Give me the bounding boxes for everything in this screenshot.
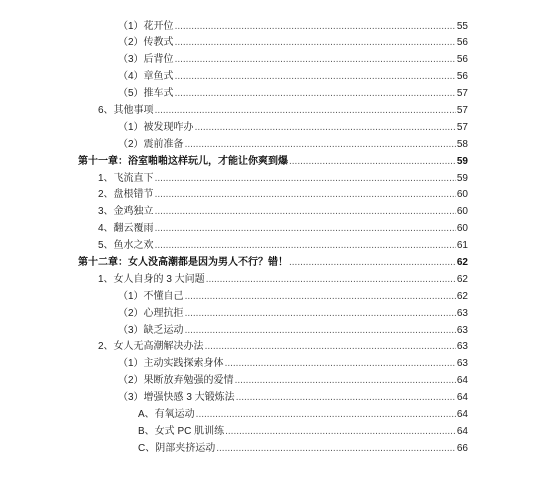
toc-section-entry[interactable] [98, 204, 468, 221]
toc-entry-page: 55 [456, 20, 468, 32]
toc-entry-title: C、阴部夹挤运动 [138, 442, 216, 454]
toc-entry[interactable] [118, 69, 468, 86]
toc-entry-title: 4、翻云覆雨 [98, 223, 154, 235]
toc-entry[interactable] [118, 390, 468, 407]
toc-entry-page: 63 [456, 307, 468, 319]
dot-leader [184, 306, 456, 323]
toc-chapter-entry[interactable] [78, 255, 468, 272]
toc-entry-title: （1）花开位 [118, 20, 174, 32]
toc-chapter-title: 第十二章：女人没高潮都是因为男人不行？错！ [78, 256, 288, 268]
toc-entry-page: 56 [456, 37, 468, 49]
toc-entry[interactable] [118, 306, 468, 323]
toc-entry-page: 63 [456, 341, 468, 353]
toc-entry-title: （2）传教式 [118, 37, 174, 49]
toc-entry-page: 63 [456, 324, 468, 336]
dot-leader [154, 204, 456, 221]
toc-entry-title: （1）主动实践探索身体 [118, 358, 224, 370]
toc-chapter-title: 第十一章：浴室啪啪这样玩儿，才能让你爽到爆 [78, 155, 288, 167]
dot-leader [204, 339, 456, 356]
toc-entry-page: 60 [456, 189, 468, 201]
dot-leader [174, 52, 456, 69]
toc-entry-title: 6、其他事项 [98, 104, 154, 116]
dot-leader [194, 120, 456, 137]
toc-entry[interactable] [118, 52, 468, 69]
dot-leader [174, 35, 456, 52]
toc-entry-title: （3）缺乏运动 [118, 324, 184, 336]
table-of-contents [0, 19, 548, 458]
toc-entry-page: 64 [456, 425, 468, 437]
toc-entry[interactable] [118, 35, 468, 52]
dot-leader [205, 272, 456, 289]
dot-leader [288, 154, 456, 171]
toc-entry[interactable] [118, 356, 468, 373]
toc-entry[interactable] [118, 137, 468, 154]
toc-section-entry[interactable] [98, 103, 468, 120]
dot-leader [154, 187, 456, 204]
dot-leader [234, 373, 456, 390]
toc-entry-page: 64 [456, 375, 468, 387]
toc-entry-page: 62 [456, 256, 468, 268]
toc-subitem-entry[interactable] [138, 407, 468, 424]
dot-leader [288, 255, 456, 272]
dot-leader [235, 390, 456, 407]
toc-entry-page: 66 [456, 442, 468, 454]
dot-leader [174, 19, 456, 36]
toc-entry[interactable] [118, 373, 468, 390]
toc-section-entry[interactable] [98, 171, 468, 188]
toc-entry[interactable] [118, 323, 468, 340]
toc-entry-page: 59 [456, 172, 468, 184]
dot-leader [154, 103, 456, 120]
toc-entry-title: 1、飞流直下 [98, 172, 154, 184]
dot-leader [154, 171, 456, 188]
toc-entry-page: 57 [456, 88, 468, 100]
toc-entry-page: 64 [456, 392, 468, 404]
toc-entry-title: （2）震前准备 [118, 138, 184, 150]
dot-leader [154, 221, 456, 238]
toc-entry-page: 64 [456, 408, 468, 420]
dot-leader [195, 407, 456, 424]
toc-entry-page: 57 [456, 104, 468, 116]
toc-entry-title: （1）被发现咋办 [118, 121, 194, 133]
toc-entry-title: 3、金鸡独立 [98, 206, 154, 218]
toc-entry-page: 58 [456, 138, 468, 150]
toc-section-entry[interactable] [98, 272, 468, 289]
toc-entry-title: 1、女人自身的 3 大问题 [98, 273, 205, 285]
toc-entry-page: 56 [456, 54, 468, 66]
toc-entry-title: （1）不懂自己 [118, 290, 184, 302]
toc-entry-title: （3）增强快感 3 大锻炼法 [118, 392, 235, 404]
toc-entry-title: 2、盘根错节 [98, 189, 154, 201]
toc-entry-title: B、女式 PC 肌训练 [138, 425, 225, 437]
toc-chapter-entry[interactable] [78, 154, 468, 171]
toc-section-entry[interactable] [98, 339, 468, 356]
toc-entry-title: 2、女人无高潮解决办法 [98, 341, 204, 353]
toc-entry-title: （3）后背位 [118, 54, 174, 66]
toc-entry[interactable] [118, 289, 468, 306]
toc-entry[interactable] [118, 120, 468, 137]
toc-entry-title: （4）章鱼式 [118, 71, 174, 83]
toc-entry-title: （2）心理抗拒 [118, 307, 184, 319]
toc-entry-page: 61 [456, 240, 468, 252]
dot-leader [224, 356, 456, 373]
toc-entry[interactable] [118, 86, 468, 103]
toc-entry-title: A、有氧运动 [138, 408, 195, 420]
toc-entry-page: 62 [456, 273, 468, 285]
dot-leader [215, 441, 456, 458]
dot-leader [184, 137, 456, 154]
toc-entry-page: 57 [456, 121, 468, 133]
dot-leader [184, 289, 456, 306]
toc-entry-page: 63 [456, 358, 468, 370]
toc-entry-page: 56 [456, 71, 468, 83]
toc-entry-page: 62 [456, 290, 468, 302]
toc-section-entry[interactable] [98, 221, 468, 238]
toc-entry-page: 60 [456, 223, 468, 235]
dot-leader [224, 424, 456, 441]
dot-leader [184, 323, 456, 340]
toc-entry[interactable] [118, 19, 468, 36]
toc-entry-title: 5、鱼水之欢 [98, 240, 154, 252]
toc-subitem-entry[interactable] [138, 424, 468, 441]
toc-entry-page: 59 [456, 155, 468, 167]
toc-section-entry[interactable] [98, 238, 468, 255]
toc-entry-title: （5）推车式 [118, 88, 174, 100]
toc-entry-title: （2）果断放弃勉强的爱情 [118, 375, 234, 387]
toc-entry-page: 60 [456, 206, 468, 218]
toc-section-entry[interactable] [98, 187, 468, 204]
dot-leader [154, 238, 456, 255]
dot-leader [174, 86, 456, 103]
dot-leader [174, 69, 456, 86]
toc-subitem-entry[interactable] [138, 441, 468, 458]
